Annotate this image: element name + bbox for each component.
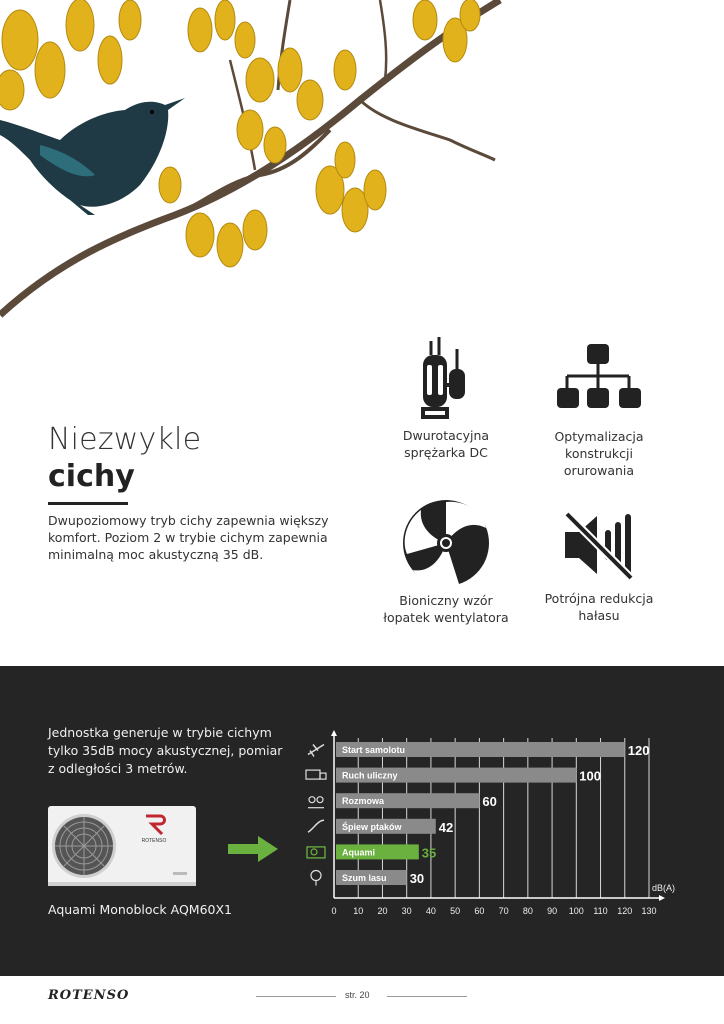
feature-fan — [376, 498, 516, 626]
bar-category-label: Ruch uliczny — [342, 770, 398, 781]
feature-noise-reduction — [529, 508, 669, 624]
heading-line1: Niezwykle — [48, 422, 202, 457]
x-tick-label: 20 — [377, 906, 388, 916]
dark-section-text — [48, 724, 308, 778]
x-tick-label: 80 — [522, 906, 533, 916]
bar-category-label: Śpiew ptaków — [342, 821, 402, 832]
unit-brand-text: ROTENSO — [141, 838, 167, 844]
bar-category-label: Aquami — [342, 847, 376, 858]
x-tick-label: 50 — [450, 906, 461, 916]
aquami-unit-icon — [307, 847, 325, 858]
feature-label-l1: Potrójna redukcja — [544, 591, 654, 606]
heading-block — [48, 422, 201, 505]
hierarchy-icon — [555, 340, 643, 416]
truck-icon — [306, 770, 326, 779]
feature-label-l1: Bioniczny wzór — [399, 593, 493, 608]
x-tick-label: 130 — [641, 906, 657, 916]
tree-icon — [311, 871, 321, 886]
x-tick-label: 30 — [401, 906, 412, 916]
feature-compressor — [376, 335, 516, 461]
bar-category-label: Start samolotu — [342, 745, 406, 755]
bar-value-label: 35 — [421, 845, 437, 861]
x-tick-label: 120 — [617, 906, 633, 916]
noise-level-chart — [300, 730, 680, 920]
fan-blade-icon — [401, 498, 491, 588]
x-tick-label: 60 — [474, 906, 485, 916]
bird-icon — [308, 820, 324, 832]
footer-logo: ROTENSO — [48, 988, 130, 1003]
compressor-icon — [411, 335, 481, 423]
x-tick-label: 0 — [331, 906, 337, 916]
page-number: str. 20 — [345, 990, 370, 1000]
bird-on-branch-illustration — [0, 0, 724, 330]
y-axis-arrow — [331, 730, 337, 736]
arrow-right-icon — [228, 836, 278, 862]
description-text: Dwupoziomowy tryb cichy zapewnia większy komfort. Poziom 2 w trybie cichym zapewnia minimalną moc akustyczną 35 dB. — [48, 513, 329, 562]
x-tick-label: 110 — [593, 906, 608, 916]
heading-underline — [48, 502, 128, 505]
dark-text-l3: z odległości 3 metrów. — [48, 761, 188, 776]
hero-photo — [0, 0, 724, 330]
x-tick-label: 40 — [425, 906, 436, 916]
heading-line2: cichy — [48, 459, 135, 494]
dark-text-l2: tylko 35dB mocy akustycznej, pomiar — [48, 743, 283, 758]
x-axis-label: dB(A) — [651, 883, 675, 893]
bar-value-label: 60 — [482, 794, 497, 810]
footer-divider-right — [387, 996, 467, 997]
bird-icon-photo — [0, 98, 185, 215]
x-axis-arrow — [659, 895, 665, 901]
x-tick-label: 90 — [547, 906, 558, 916]
feature-label-l2: konstrukcji — [565, 446, 633, 461]
feature-label-l1: Optymalizacja — [554, 429, 644, 444]
bar-value-label: 42 — [438, 819, 454, 835]
x-tick-label: 100 — [568, 906, 584, 916]
bar-value-label: 100 — [579, 768, 602, 784]
bar-category-label: Szum lasu — [342, 873, 387, 883]
muted-speaker-icon — [559, 508, 639, 582]
x-tick-label: 10 — [353, 906, 364, 916]
unit-caption: Aquami Monoblock AQM60X1 — [48, 902, 232, 917]
dark-text-l1: Jednostka generuje w trybie cichym — [48, 725, 272, 740]
bar-value-label: 120 — [627, 743, 650, 758]
heat-pump-unit-image — [48, 806, 196, 886]
feature-label-l2: hałasu — [578, 608, 620, 623]
airplane-icon — [308, 745, 324, 757]
bar-category-label: Rozmowa — [342, 796, 385, 807]
bar-value-label: 30 — [409, 871, 425, 886]
feature-label-l1: Dwurotacyjna — [402, 428, 490, 443]
x-tick-label: 70 — [498, 906, 509, 916]
feature-label-l2: sprężarka DC — [404, 445, 488, 460]
feature-label-l2: łopatek wentylatora — [383, 610, 509, 625]
people-talking-icon — [308, 797, 324, 808]
feature-piping — [529, 340, 669, 479]
feature-label-l3: orurowania — [563, 463, 635, 478]
footer-divider-left — [256, 996, 336, 997]
